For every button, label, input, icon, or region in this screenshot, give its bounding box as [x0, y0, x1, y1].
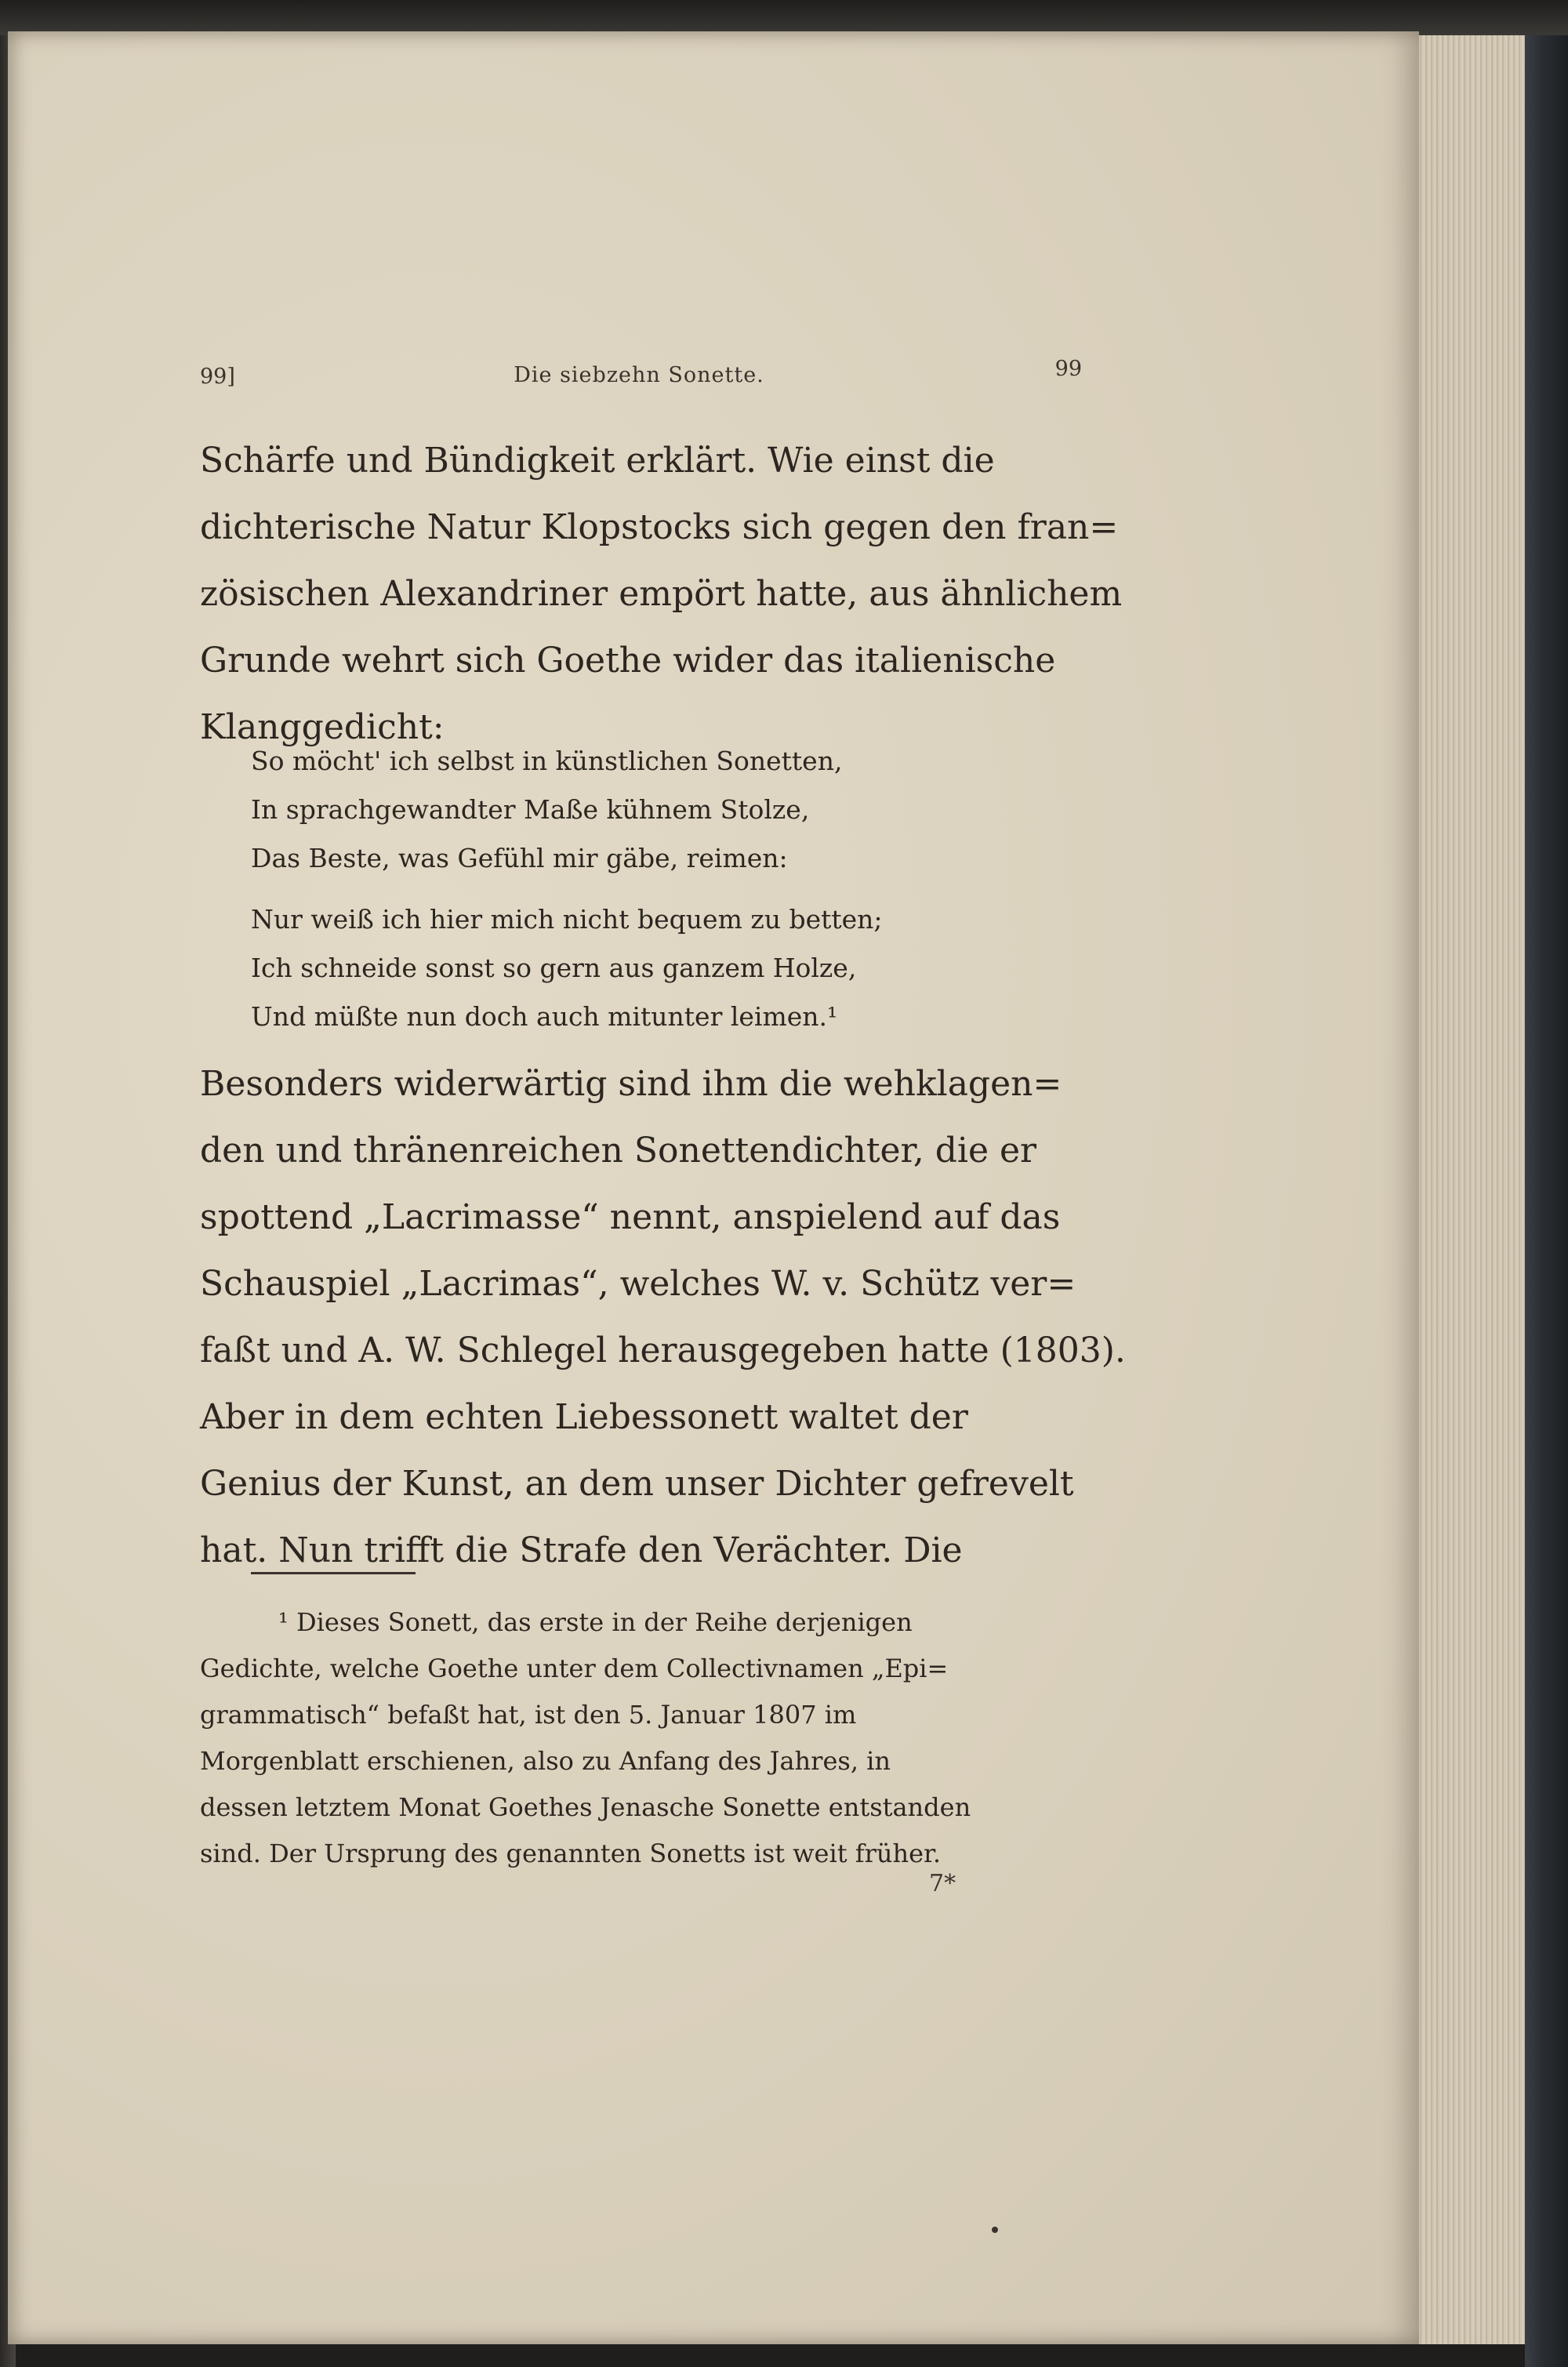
footnote-line: Morgenblatt erschienen, also zu Anfang des Jahres, in	[200, 1746, 891, 1776]
speck-mark	[992, 2227, 998, 2233]
footnote-line: ¹ Dieses Sonett, das erste in der Reihe derjenigen	[278, 1607, 913, 1637]
page-number: 99	[1054, 357, 1082, 381]
running-title: Die siebzehn Sonette.	[514, 363, 764, 387]
footnote-line: grammatisch“ befaßt hat, ist den 5. Januar 1807 im	[200, 1700, 857, 1730]
book-cover-top	[0, 0, 1568, 35]
text-line: hat. Nun trifft die Strafe den Verächter. Die	[200, 1530, 963, 1570]
footnote-line: Gedichte, welche Goethe unter dem Collectivnamen „Epi=	[200, 1654, 949, 1683]
footnote-line: dessen letztem Monat Goethes Jenasche Sonette entstanden	[200, 1792, 971, 1822]
footnote-line: sind. Der Ursprung des genannten Sonetts ist weit früher.	[200, 1839, 941, 1868]
verse-line: In sprachgewandter Maße kühnem Stolze,	[251, 794, 810, 825]
text-line: zösischen Alexandriner empört hatte, aus ähnlichem	[200, 574, 1123, 614]
page-edge-stack	[1411, 24, 1534, 2344]
book-cover-right	[1525, 0, 1568, 2367]
text-line: spottend „Lacrimasse“ nennt, anspielend auf das	[200, 1197, 1061, 1237]
verse-stanza-2	[251, 895, 1035, 1041]
paragraph-2	[200, 1051, 1126, 1584]
footnote-rule	[251, 1572, 416, 1574]
verse-line: So möcht' ich selbst in künstlichen Sonetten,	[251, 746, 843, 776]
signature-mark: 7*	[929, 1870, 956, 1897]
verse-line: Und müßte nun doch auch mitunter leimen.¹	[251, 1001, 838, 1032]
text-line: Besonders widerwärtig sind ihm die wehklagen=	[200, 1064, 1062, 1104]
text-line: faßt und A. W. Schlegel herausgegeben hatte (1803).	[200, 1331, 1126, 1370]
verse-line: Das Beste, was Gefühl mir gäbe, reimen:	[251, 843, 788, 873]
text-line: dichterische Natur Klopstocks sich gegen den fran=	[200, 507, 1119, 547]
running-header	[200, 357, 1082, 396]
verse-line: Ich schneide sonst so gern aus ganzem Holze,	[251, 953, 857, 983]
paragraph-1	[200, 427, 1123, 761]
text-line: Schärfe und Bündigkeit erklärt. Wie einst die	[200, 441, 995, 481]
verse-stanza-1	[251, 737, 1035, 883]
text-line: Schauspiel „Lacrimas“, welches W. v. Schütz ver=	[200, 1264, 1076, 1304]
text-line: Aber in dem echten Liebessonett waltet der	[200, 1397, 968, 1437]
text-line: Genius der Kunst, an dem unser Dichter gefrevelt	[200, 1464, 1074, 1504]
footnote	[200, 1599, 1070, 1877]
text-line: Klanggedicht:	[200, 707, 445, 747]
page-ref: 99]	[200, 365, 235, 389]
text-line: den und thränenreichen Sonettendichter, die er	[200, 1131, 1037, 1171]
text-line: Grunde wehrt sich Goethe wider das italienische	[200, 641, 1056, 681]
verse-line: Nur weiß ich hier mich nicht bequem zu betten;	[251, 904, 883, 935]
